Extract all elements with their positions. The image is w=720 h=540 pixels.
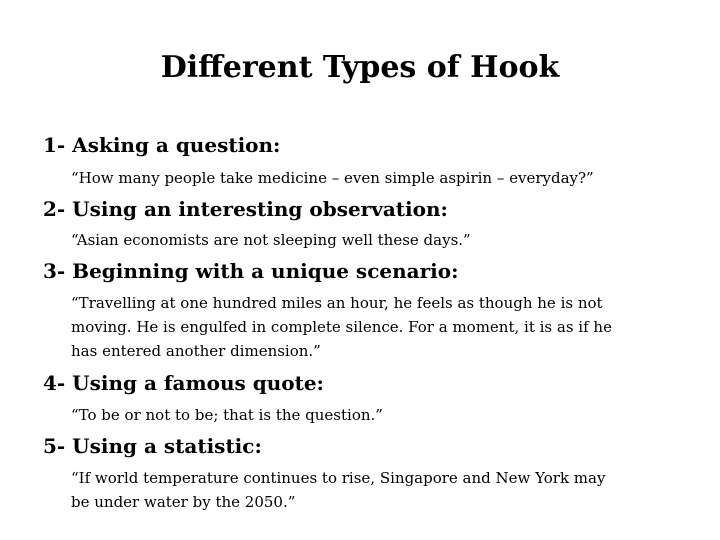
- example-interesting-observation: [71, 228, 681, 252]
- example-line: be under water by the 2050.”: [71, 493, 296, 511]
- slide-title: Different Types of Hook: [160, 50, 560, 85]
- example-line: “Travelling at one hundred miles an hour, he feels as though he is not: [71, 294, 603, 312]
- example-line: “To be or not to be; that is the question.”: [71, 406, 383, 424]
- heading-statistic: 5- Using a statistic:: [43, 434, 262, 458]
- heading-interesting-observation: 2- Using an interesting observation:: [43, 197, 448, 221]
- example-line: has entered another dimension.”: [71, 342, 321, 360]
- heading-unique-scenario: 3- Beginning with a unique scenario:: [43, 259, 459, 283]
- example-line: “How many people take medicine – even simple aspirin – everyday?”: [71, 169, 594, 187]
- example-line: “Asian economists are not sleeping well these days.”: [71, 231, 471, 249]
- example-famous-quote: [71, 403, 681, 427]
- example-statistic: [71, 466, 681, 514]
- example-line: “If world temperature continues to rise, Singapore and New York may: [71, 469, 606, 487]
- heading-famous-quote: 4- Using a famous quote:: [43, 371, 324, 395]
- heading-asking-question: 1- Asking a question:: [43, 133, 281, 157]
- example-asking-question: [71, 166, 681, 190]
- example-line: moving. He is engulfed in complete silence. For a moment, it is as if he: [71, 318, 612, 336]
- example-unique-scenario: [71, 291, 681, 363]
